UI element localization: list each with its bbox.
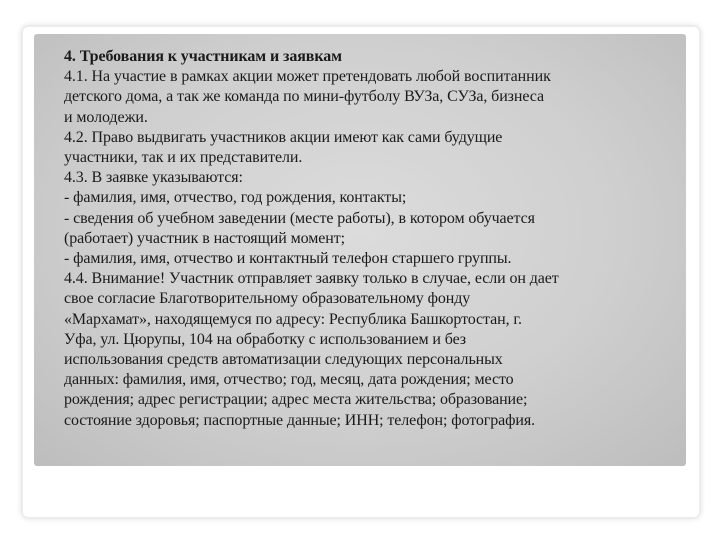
text-line: детского дома, а так же команда по мини-футболу ВУЗа, СУЗа, бизнеса <box>64 88 544 106</box>
text-line: рождения; адрес регистрации; адрес места жительства; образование; <box>64 391 528 409</box>
text-line: - фамилия, имя, отчество и контактный телефон старшего группы. <box>64 250 512 268</box>
text-line: состояние здоровья; паспортные данные; ИНН; телефон; фотография. <box>64 411 536 429</box>
text-line: 4.2. Право выдвигать участников акции имеют как сами будущие <box>64 128 503 146</box>
text-line: Уфа, ул. Цюрупы, 104 на обработку с использованием и без <box>64 330 466 348</box>
text-line: - сведения об учебном заведении (месте работы), в котором обучается <box>64 209 535 227</box>
text-line: использования средств автоматизации следующих персональных <box>64 351 503 369</box>
text-line: 4.3. В заявке указываются: <box>64 169 243 187</box>
text-line: - фамилия, имя, отчество, год рождения, контакты; <box>64 189 407 207</box>
text-line: и молодежи. <box>64 108 148 126</box>
text-line: «Мархамат», находящемуся по адресу: Республика Башкортостан, г. <box>64 310 522 328</box>
text-line: участники, так и их представители. <box>64 149 303 167</box>
text-line: (работает) участник в настоящий момент; <box>64 229 345 247</box>
text-line: 4.1. На участие в рамках акции может претендовать любой воспитанник <box>64 68 551 86</box>
text-line: 4.4. Внимание! Участник отправляет заявку только в случае, если он дает <box>64 270 559 288</box>
text-line: данных: фамилия, имя, отчество; год, месяц, дата рождения; место <box>64 371 514 389</box>
section-heading: 4. Требования к участникам и заявкам <box>64 48 342 65</box>
slide-text-block <box>64 47 674 431</box>
text-line: свое согласие Благотворительному образовательному фонду <box>64 290 471 308</box>
